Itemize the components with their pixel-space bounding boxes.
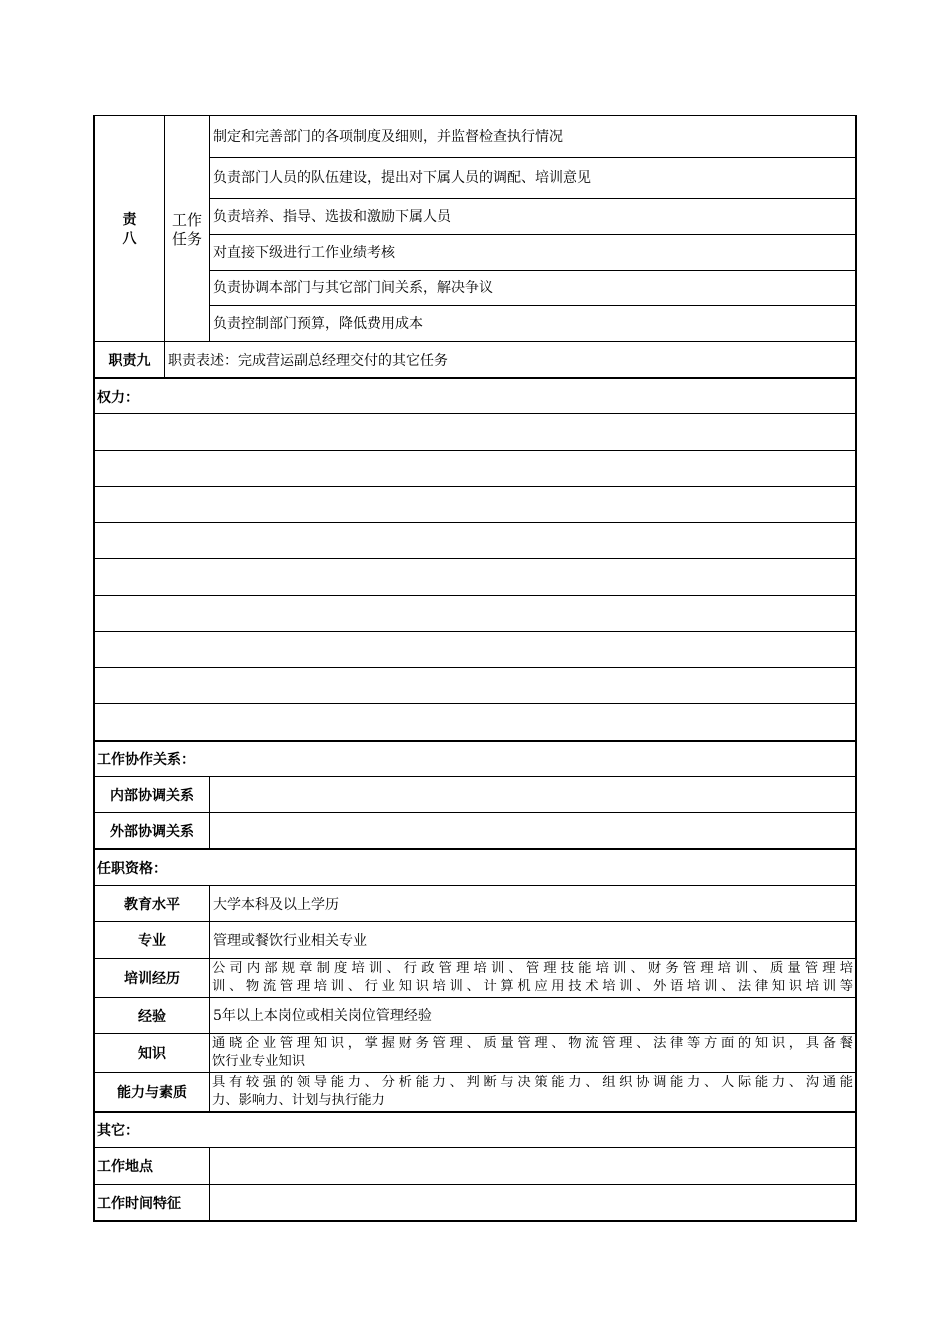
qualification-label-ability: 能力与素质 bbox=[117, 1085, 187, 1101]
duty8-label-line1: 责 bbox=[122, 212, 137, 228]
qualification-label-major: 专业 bbox=[138, 933, 166, 949]
frame-right-border bbox=[855, 115, 857, 1222]
other-divider bbox=[209, 1147, 210, 1221]
task-row-line bbox=[209, 157, 856, 158]
internal-coordination-label: 内部协调关系 bbox=[110, 788, 194, 804]
qualifications-heading-text: 任职资格： bbox=[97, 861, 167, 877]
authority-bottom-line bbox=[93, 740, 857, 742]
authority-blank-line bbox=[93, 486, 857, 487]
qualification-value-training-line2: 训、物流管理培训、行业知识培训、计算机应用技术培训、外语培训、法律知识培训等 bbox=[212, 979, 853, 994]
cooperation-divider bbox=[209, 776, 210, 849]
qualification-value-ability-line1: 具有较强的领导能力、分析能力、判断与决策能力、组织协调能力、人际能力、沟通能 bbox=[212, 1075, 853, 1090]
cooperation-heading bbox=[95, 751, 197, 769]
task-row-line bbox=[209, 198, 856, 199]
other-line bbox=[93, 1147, 857, 1148]
authority-blank-line bbox=[93, 558, 857, 559]
qualification-value-knowledge-line1: 通晓企业管理知识，掌握财务管理、质量管理、物流管理、法律等方面的知识，具备餐 bbox=[212, 1036, 853, 1051]
qualification-value-knowledge-line2: 饮行业专业知识 bbox=[212, 1054, 306, 1069]
external-coordination-label: 外部协调关系 bbox=[110, 824, 194, 840]
qualification-line bbox=[93, 1033, 857, 1034]
duty8-task-5: 负责协调本部门与其它部门间关系，解决争议 bbox=[213, 280, 493, 296]
duty9-divider bbox=[164, 341, 165, 378]
other-line bbox=[93, 1184, 857, 1185]
cooperation-line bbox=[93, 776, 857, 777]
task-row-line bbox=[209, 305, 856, 306]
authority-blank-line bbox=[93, 595, 857, 596]
authority-heading-text: 权力： bbox=[97, 390, 139, 406]
qualification-value-experience: 5年以上本岗位或相关岗位管理经验 bbox=[213, 1008, 432, 1024]
task-row-line bbox=[209, 270, 856, 271]
duty8-task-label-line2: 任务 bbox=[171, 230, 202, 248]
qualification-value-ability-line2: 力、影响力、计划与执行能力 bbox=[212, 1093, 385, 1108]
cooperation-heading-text: 工作协作关系： bbox=[97, 752, 195, 768]
qualification-line bbox=[93, 958, 857, 959]
duty8-task-label-line1: 工作 bbox=[171, 211, 202, 229]
qualification-value-education: 大学本科及以上学历 bbox=[213, 897, 339, 913]
cooperation-line bbox=[93, 812, 857, 813]
duty8-task-divider bbox=[209, 115, 210, 342]
duty8-task-4: 对直接下级进行工作业绩考核 bbox=[213, 245, 395, 261]
authority-blank-line bbox=[93, 703, 857, 704]
authority-blank-line bbox=[93, 450, 857, 451]
qualification-line bbox=[93, 885, 857, 886]
qualification-line bbox=[93, 997, 857, 998]
other-heading bbox=[95, 1122, 141, 1140]
qualification-label-experience: 经验 bbox=[138, 1009, 166, 1025]
duty8-task-2: 负责部门人员的队伍建设，提出对下属人员的调配、培训意见 bbox=[213, 170, 591, 186]
qualification-line bbox=[93, 921, 857, 922]
qualification-label-knowledge: 知识 bbox=[138, 1046, 166, 1062]
frame-bottom-border bbox=[93, 1220, 857, 1222]
work-time-label: 工作时间特征 bbox=[97, 1196, 181, 1212]
duty8-bottom-line bbox=[93, 341, 857, 342]
authority-blank-line bbox=[93, 413, 857, 414]
duty8-label-line2: 八 bbox=[122, 231, 137, 247]
duty9-label: 职责九 bbox=[108, 353, 151, 369]
qualification-label-training: 培训经历 bbox=[124, 971, 180, 987]
qualification-label-education: 教育水平 bbox=[124, 897, 180, 913]
duty8-task-3: 负责培养、指导、选拔和激励下属人员 bbox=[213, 209, 451, 225]
duty8-task-1: 制定和完善部门的各项制度及细则，并监督检查执行情况 bbox=[213, 129, 563, 145]
authority-blank-line bbox=[93, 667, 857, 668]
qualifications-heading bbox=[95, 860, 169, 878]
frame-top-border bbox=[93, 115, 857, 116]
cooperation-bottom-line bbox=[93, 848, 857, 850]
duty9-description: 职责表述：完成营运副总经理交付的其它任务 bbox=[168, 353, 448, 369]
qualification-line bbox=[93, 1072, 857, 1073]
authority-blank-line bbox=[93, 522, 857, 523]
task-row-line bbox=[209, 234, 856, 235]
qualification-value-training-line1: 公司内部规章制度培训、行政管理培训、管理技能培训、财务管理培训、质量管理培 bbox=[212, 961, 853, 976]
authority-heading bbox=[95, 389, 141, 407]
qualification-divider bbox=[209, 885, 210, 1112]
work-location-label: 工作地点 bbox=[97, 1159, 153, 1175]
duty9-bottom-line bbox=[93, 377, 857, 379]
qualification-bottom-line bbox=[93, 1111, 857, 1113]
qualification-value-major: 管理或餐饮行业相关专业 bbox=[213, 933, 367, 949]
other-heading-text: 其它： bbox=[97, 1123, 139, 1139]
duty8-task-6: 负责控制部门预算，降低费用成本 bbox=[213, 316, 423, 332]
authority-blank-line bbox=[93, 631, 857, 632]
